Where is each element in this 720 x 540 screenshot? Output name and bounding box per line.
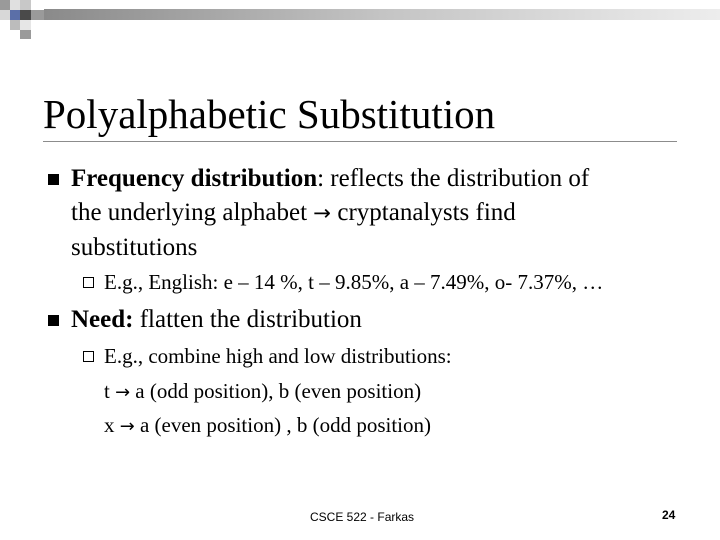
checkbox-square-icon (83, 277, 94, 288)
bullet-square-icon (48, 315, 59, 326)
bullet-text: substitutions (71, 234, 198, 261)
mapping-from: x (104, 413, 115, 437)
right-arrow-icon: → (115, 382, 131, 403)
sub-bullet-text: E.g., combine high and low distributions: (104, 344, 452, 368)
title-divider (43, 141, 677, 142)
mapping-line-t (104, 374, 421, 410)
bullet-term: Need: (71, 306, 134, 333)
bullet-text: the underlying alphabet (71, 199, 308, 226)
checkbox-square-icon (83, 351, 94, 362)
mapping-from: t (104, 379, 110, 403)
slide-title: Polyalphabetic Substitution (43, 91, 496, 137)
mapping-to: a (even position) , b (odd position) (139, 413, 431, 437)
bullet-text: flatten the distribution (139, 306, 362, 333)
bullet-text: : reflects the distribution of (317, 165, 590, 192)
right-arrow-icon: → (313, 201, 332, 226)
bullet-term: Frequency distribution (71, 165, 318, 192)
bullet-square-icon (48, 174, 59, 185)
mapping-to: a (odd position), b (even position) (135, 379, 422, 403)
header-decoration (0, 0, 720, 48)
slide-footer: CSCE 522 - Farkas (310, 510, 415, 524)
bullet-text: cryptanalysts find (337, 199, 516, 226)
mapping-line-x (104, 408, 431, 444)
page-number: 24 (662, 508, 676, 522)
sub-bullet-combine (83, 339, 703, 374)
right-arrow-icon: → (119, 416, 135, 437)
bullet-frequency-distribution (71, 162, 671, 265)
bullet-need (71, 303, 671, 337)
sub-bullet-text: E.g., English: e – 14 %, t – 9.85%, a – 7.49%, o- 7.37%, … (104, 270, 604, 294)
sub-bullet-english-frequencies (83, 265, 703, 300)
